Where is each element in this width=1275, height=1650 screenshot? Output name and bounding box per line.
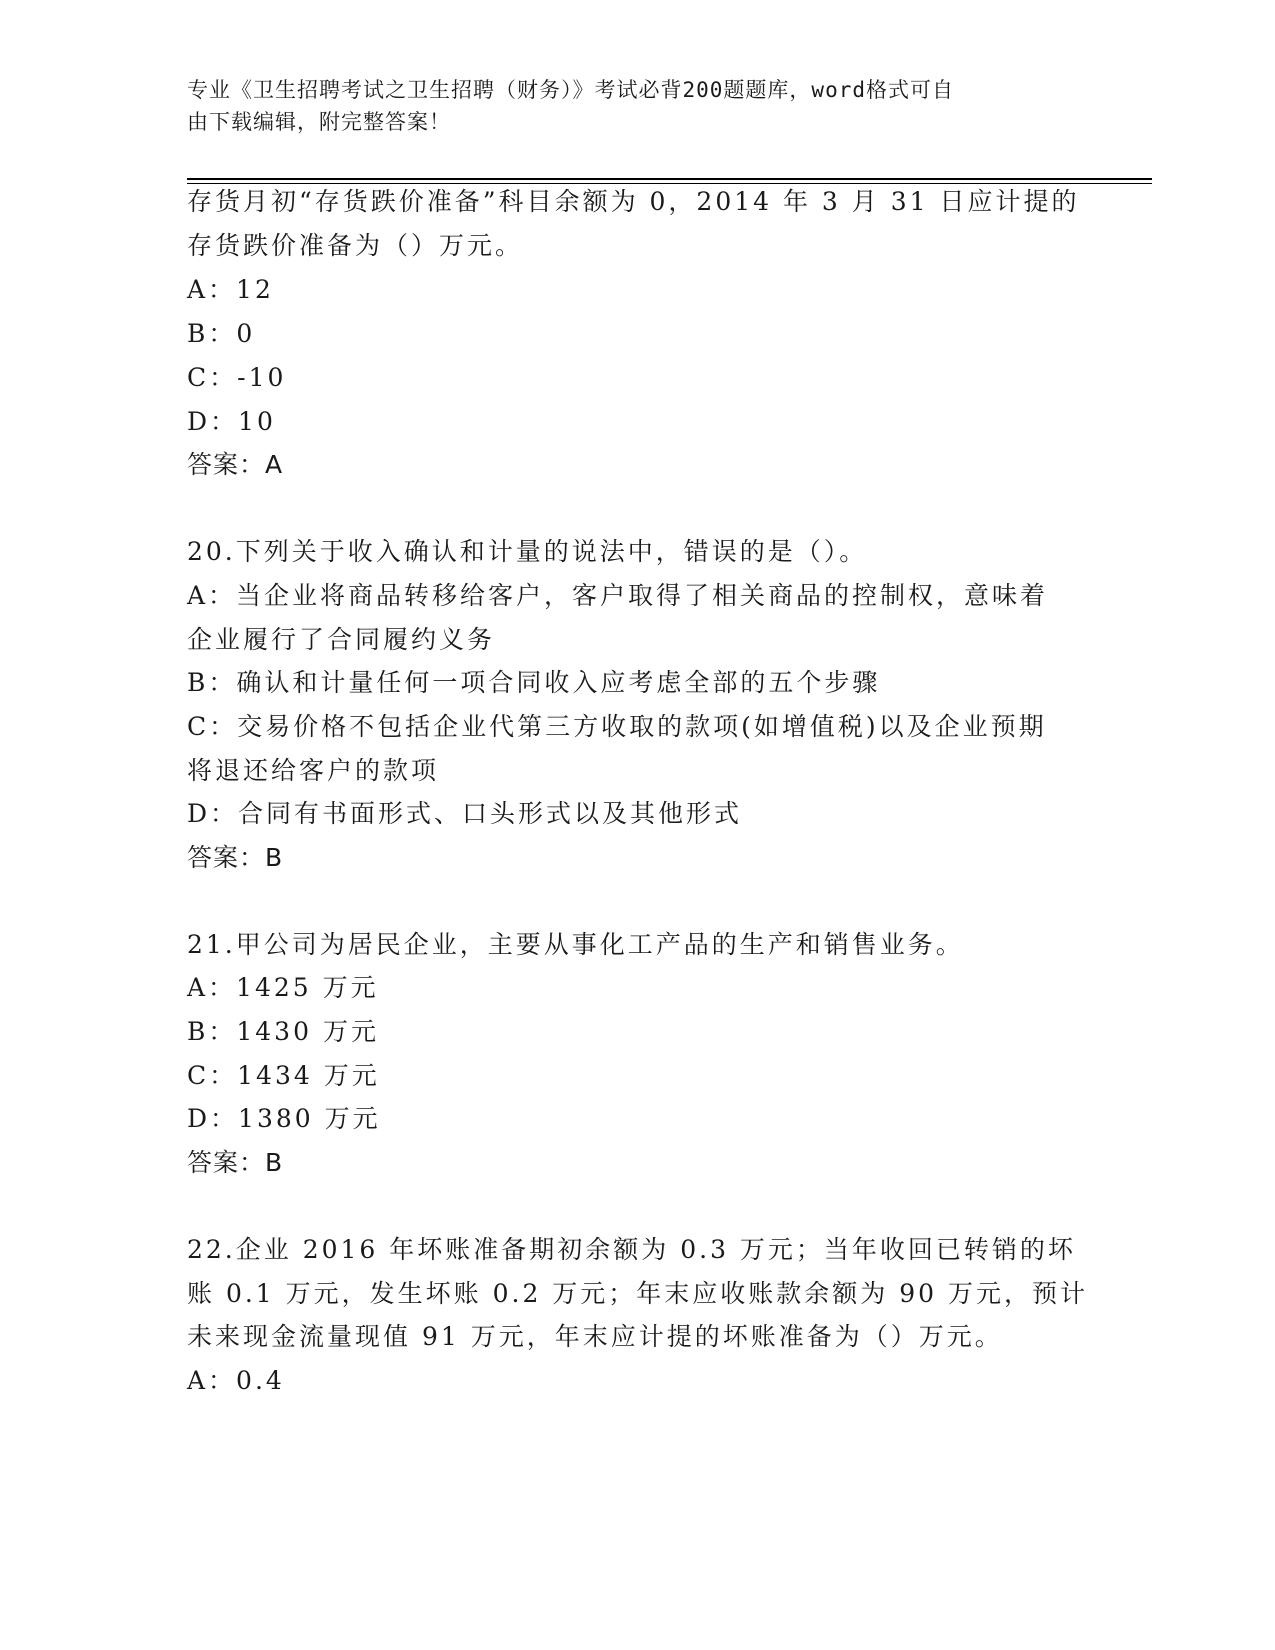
q20-option-b: B：确认和计量任何一项合同收入应考虑全部的五个步骤 (187, 668, 881, 697)
q20-stem: 20.下列关于收入确认和计量的说法中，错误的是（）。 (187, 537, 868, 566)
q19-option-c: C：-10 (187, 363, 287, 392)
q19-stem-line-2: 存货跌价准备为（）万元。 (187, 231, 524, 260)
q20-answer: 答案：B (187, 843, 284, 872)
q19-option-a: A：12 (187, 275, 274, 304)
q21-answer: 答案：B (187, 1148, 284, 1177)
q21-stem: 21.甲公司为居民企业，主要从事化工产品的生产和销售业务。 (187, 930, 964, 959)
q21-option-c: C：1434 万元 (187, 1061, 380, 1090)
header-line-2: 由下载编辑，附完整答案！ (187, 110, 451, 134)
q20-option-a-line-2: 企业履行了合同履约义务 (187, 625, 496, 654)
q20-option-c-line-1: C：交易价格不包括企业代第三方收取的款项(如增值税)以及企业预期 (187, 712, 1047, 741)
q22-stem-line-1: 22.企业 2016 年坏账准备期初余额为 0.3 万元；当年收回已转销的坏 (187, 1235, 1076, 1264)
q21-option-a: A：1425 万元 (187, 973, 379, 1002)
q22-option-a: A：0.4 (187, 1366, 285, 1395)
q20-option-d: D：合同有书面形式、口头形式以及其他形式 (187, 799, 743, 828)
q19-answer: 答案：A (187, 450, 284, 479)
q21-option-b: B：1430 万元 (187, 1017, 379, 1046)
header-divider-thin (187, 183, 1152, 184)
q20-option-a-line-1: A：当企业将商品转移给客户，客户取得了相关商品的控制权，意味着 (187, 581, 1049, 610)
q20-option-c-line-2: 将退还给客户的款项 (187, 756, 440, 785)
q19-option-b: B：0 (187, 319, 256, 348)
q19-stem-line-1: 存货月初“存货跌价准备”科目余额为 0，2014 年 3 月 31 日应计提的 (187, 187, 1080, 216)
document-header (187, 74, 1067, 138)
q21-option-d: D：1380 万元 (187, 1104, 381, 1133)
header-divider-thick (187, 178, 1152, 180)
q19-option-d: D：10 (187, 407, 276, 436)
header-line-1: 专业《卫生招聘考试之卫生招聘（财务）》考试必背200题题库，word格式可自 (187, 78, 954, 102)
q22-stem-line-2: 账 0.1 万元，发生坏账 0.2 万元；年末应收账款余额为 90 万元，预计 (187, 1279, 1089, 1308)
q22-stem-line-3: 未来现金流量现值 91 万元，年末应计提的坏账准备为（）万元。 (187, 1322, 1003, 1351)
